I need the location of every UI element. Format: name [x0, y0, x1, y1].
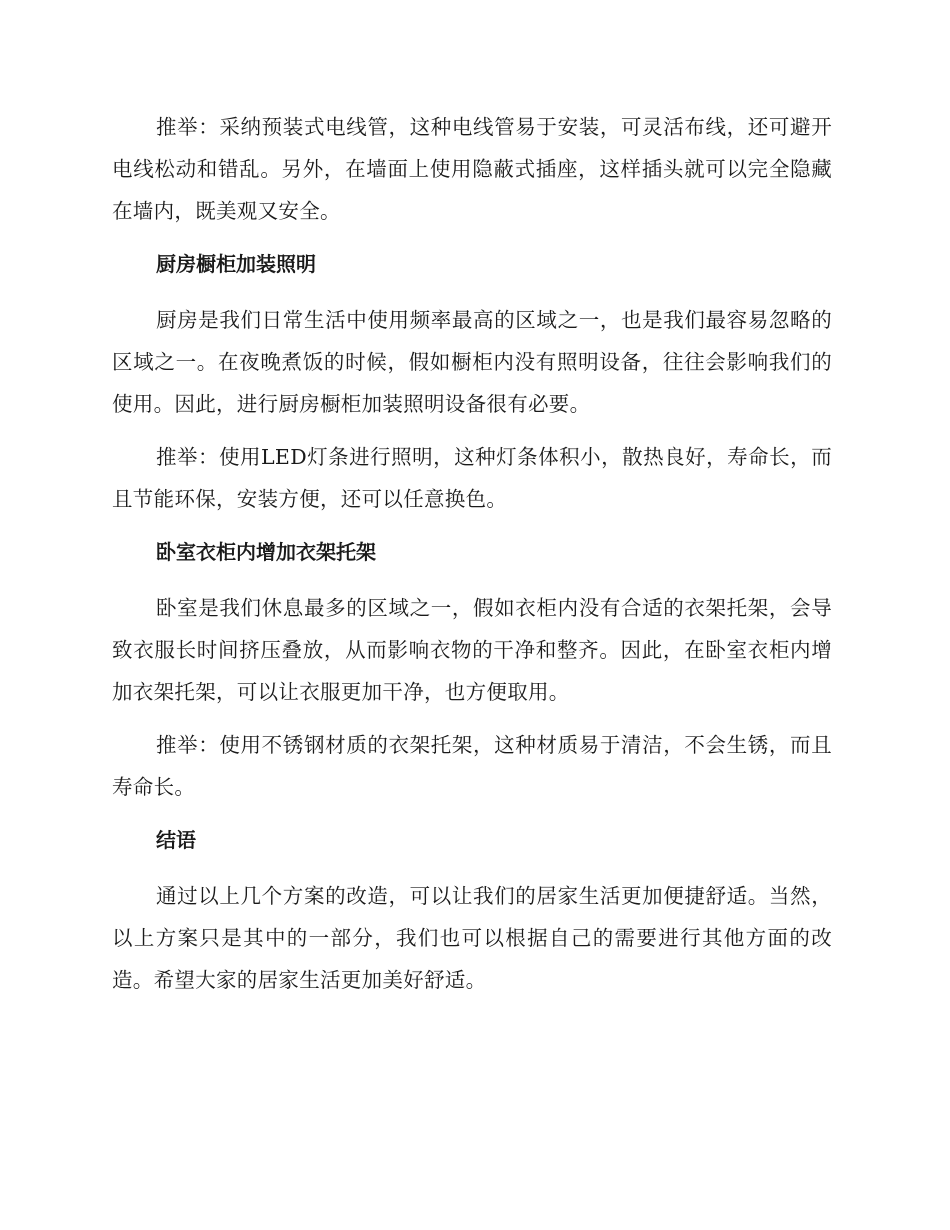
document-page	[112, 106, 832, 1001]
heading-conclusion: 结语	[156, 828, 196, 852]
paragraph-wardrobe-recommendation: 推举：使用不锈钢材质的衣架托架，这种材质易于清洁，不会生锈，而且寿命长。	[112, 733, 832, 799]
paragraph-wardrobe-intro: 卧室是我们休息最多的区域之一，假如衣柜内没有合适的衣架托架，会导致衣服长时间挤压叠放，从而影响衣物的干净和整齐。因此，在卧室衣柜内增加衣架托架，可以让衣服更加干净，也方便取用。	[112, 596, 832, 704]
paragraph-wiring-recommendation: 推举：采纳预装式电线管，这种电线管易于安装，可灵活布线，还可避开电线松动和错乱。另外，在墙面上使用隐蔽式插座，这样插头就可以完全隐藏在墙内，既美观又安全。	[112, 115, 832, 223]
paragraph-kitchen-recommendation: 推举：使用LED灯条进行照明，这种灯条体积小，散热良好，寿命长，而且节能环保，安装方便，还可以任意换色。	[112, 445, 832, 511]
heading-kitchen-lighting: 厨房橱柜加装照明	[156, 252, 316, 276]
paragraph-kitchen-intro: 厨房是我们日常生活中使用频率最高的区域之一，也是我们最容易忽略的区域之一。在夜晚煮饭的时候，假如橱柜内没有照明设备，往往会影响我们的使用。因此，进行厨房橱柜加装照明设备很有必要。	[112, 308, 832, 416]
paragraph-conclusion: 通过以上几个方案的改造，可以让我们的居家生活更加便捷舒适。当然，以上方案只是其中的一部分，我们也可以根据自己的需要进行其他方面的改造。希望大家的居家生活更加美好舒适。	[112, 884, 832, 992]
heading-wardrobe-hanger: 卧室衣柜内增加衣架托架	[156, 540, 376, 564]
